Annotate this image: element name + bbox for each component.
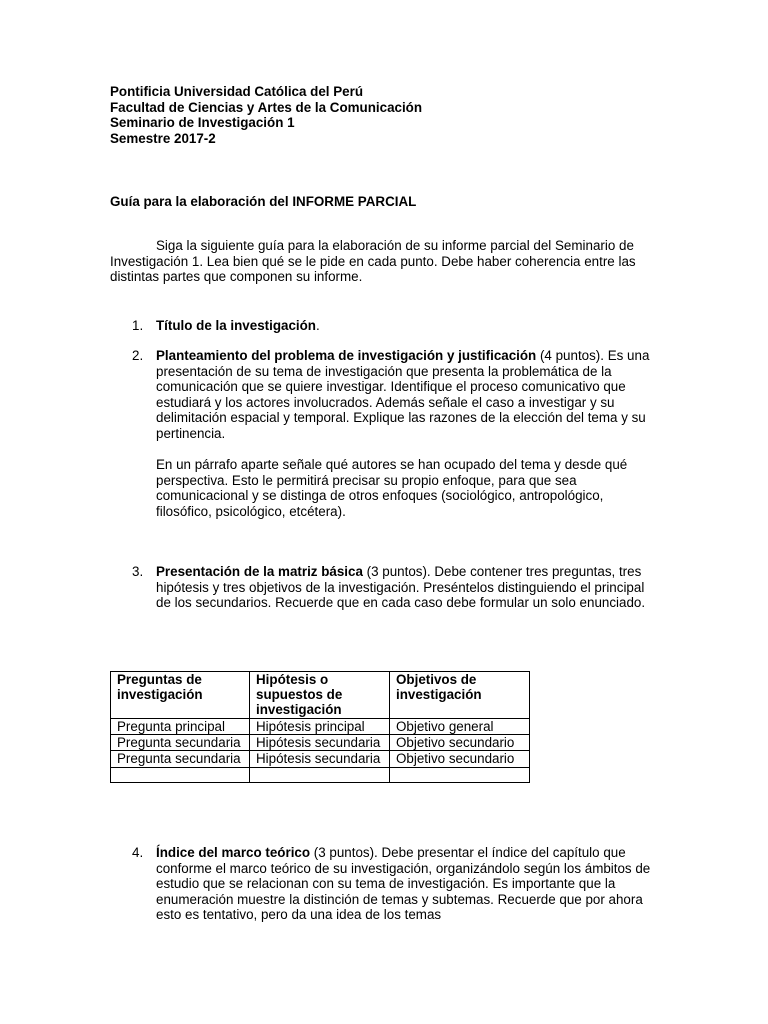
item-title: Presentación de la matriz básica (156, 564, 363, 579)
table-header-row (111, 672, 530, 719)
list-item (110, 564, 658, 611)
table-cell: Hipótesis principal (250, 719, 390, 735)
intro-text: Siga la siguiente guía para la elaboración de su informe parcial del Seminario de Investigación 1. Lea bien qué se le pide en cada punto. Debe haber coherencia entre las distintas partes que componen su informe. (110, 238, 636, 285)
item-title: Título de la investigación (156, 318, 316, 333)
table-cell (111, 767, 250, 782)
list-item (110, 348, 658, 520)
item-text: (4 puntos). Es una presentación de su tema de investigación que presenta la problemática de la comunicación que se quiere investigar. Identifique el proceso comunicativo que estudiará y los actores involucrados. Además señale el caso a investigar y su delimitación espacial y temporal. Explique las razones de la elección del tema y su pertinencia. (156, 348, 650, 441)
table-cell: Pregunta principal (111, 719, 250, 735)
table-header-cell: Hipótesis o supuestos de investigación (250, 672, 390, 719)
guide-title: Guía para la elaboración del INFORME PARCIAL (110, 194, 417, 209)
header-faculty: Facultad de Ciencias y Artes de la Comunicación (110, 99, 423, 115)
table-row (111, 751, 530, 767)
list-item (110, 318, 658, 334)
item-text: (3 puntos). Debe contener tres preguntas, tres hipótesis y tres objetivos de la investigación. Preséntelos distinguiendo el principal de los secundarios. Recuerde que en cada caso debe formular un solo enunciado. (156, 564, 646, 611)
item-extra-paragraph: En un párrafo aparte señale qué autores se han ocupado del tema y desde qué perspectiva. Esto le permitirá precisar su propio enfoque, para que sea comunicacional y se distinga de otros enfoques (sociológico, antropológico, filosófico, psicológico, etcétera). (156, 457, 628, 519)
table-cell: Hipótesis secundaria (250, 735, 390, 751)
header-semester: Semestre 2017-2 (110, 130, 216, 146)
item-text: (3 puntos). Debe presentar el índice del capítulo que conforme el marco teórico de su investigación, organizándolo según los ámbitos de estudio que se relacionan con su tema de investigación. Es importante que la enumeración muestre la distinción de temas y subtemas. Recuerde que por ahora esto es tentativo, pero da una idea de los temas (156, 845, 651, 923)
item-text: . (315, 318, 320, 333)
table-row (111, 767, 530, 782)
table-cell (390, 767, 530, 782)
table-cell: Hipótesis secundaria (250, 751, 390, 767)
table-cell: Pregunta secundaria (111, 735, 250, 751)
item-number: 3. (132, 564, 144, 579)
header-course: Seminario de Investigación 1 (110, 115, 295, 131)
table-cell (250, 767, 390, 782)
table-row (111, 735, 530, 751)
table-cell: Pregunta secundaria (111, 751, 250, 767)
intro-paragraph (110, 238, 658, 285)
item-title: Índice del marco teórico (156, 845, 311, 860)
research-matrix-table (110, 671, 530, 783)
item-title: Planteamiento del problema de investigación y justificación (156, 348, 537, 363)
table-header-cell: Objetivos de investigación (390, 672, 530, 719)
table-header-cell: Preguntas de investigación (111, 672, 250, 719)
table-cell: Objetivo secundario (390, 751, 530, 767)
header-university: Pontificia Universidad Católica del Perú (110, 84, 364, 99)
item-number: 4. (132, 845, 144, 860)
item-number: 1. (132, 318, 144, 333)
table-cell: Objetivo secundario (390, 735, 530, 751)
document-header (110, 84, 422, 146)
item-number: 2. (132, 348, 144, 363)
table-row (111, 719, 530, 735)
list-item (110, 845, 658, 923)
table-cell: Objetivo general (390, 719, 530, 735)
